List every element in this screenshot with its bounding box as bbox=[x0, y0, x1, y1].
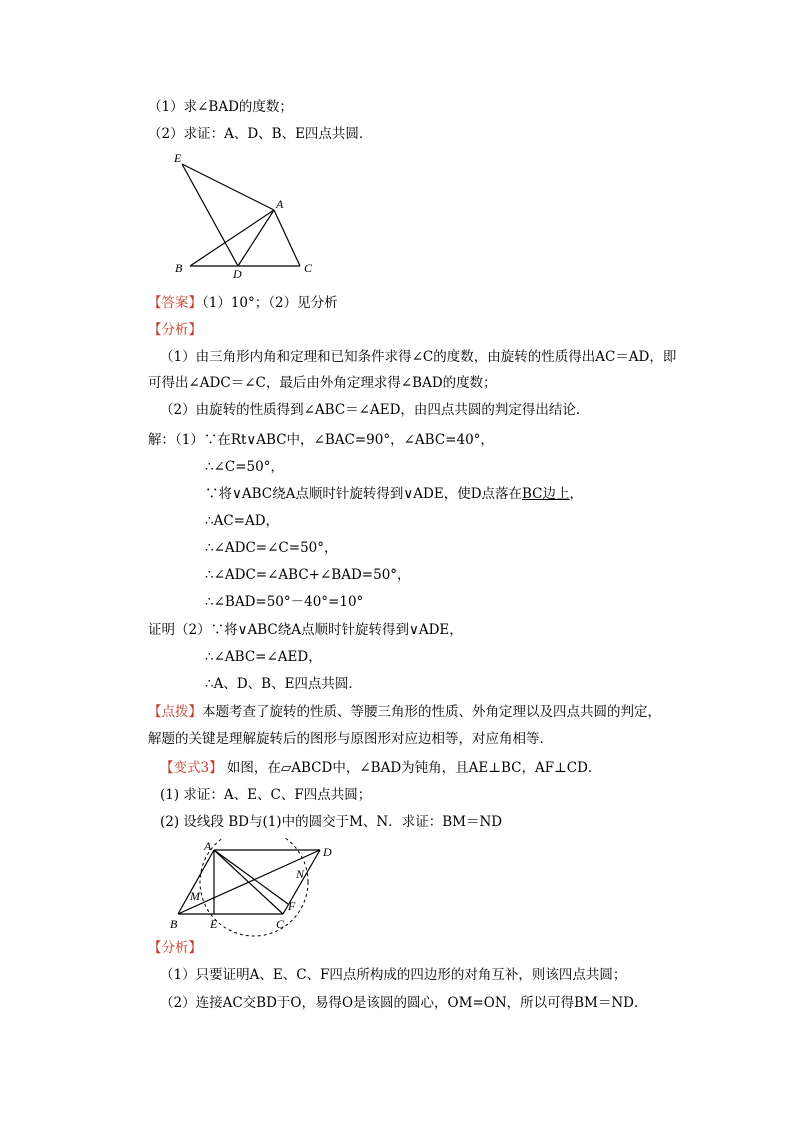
analysis-p2: （2）由旋转的性质得到∠ABC＝∠AED，由四点共圆的判定得出结论． bbox=[160, 402, 590, 418]
label-c: C bbox=[304, 261, 313, 275]
segment-af bbox=[214, 850, 288, 904]
segment-ac bbox=[274, 210, 300, 266]
solution-line-3: ∵将∨ABC绕A点顺时针旋转得到∨ADE，使D点落在BC边上， bbox=[205, 486, 584, 502]
question-2: （2）求证：A、D、B、E四点共圆． bbox=[148, 126, 373, 142]
segment-ab bbox=[178, 850, 214, 914]
variant3-stem: 【变式3】 如图，在▱ABCD中，∠BAD为钝角，且AE⊥BC，AF⊥CD． bbox=[160, 760, 602, 776]
solution-line-1: 解：（1）∵在Rt∨ABC中，∠BAC=90°，∠ABC=40°， bbox=[148, 432, 494, 448]
solution-line-7: ∴∠BAD=50°－40°=10° bbox=[205, 594, 364, 610]
variant3-tag: 【变式3】 bbox=[160, 760, 223, 776]
label-b: B bbox=[170, 917, 178, 931]
question-1: （1）求∠BAD的度数； bbox=[148, 99, 293, 115]
label-m: M bbox=[190, 889, 200, 903]
segment-ab bbox=[190, 210, 274, 266]
triangle-figure-1 bbox=[170, 150, 330, 280]
analysis2-p2: （2）连接AC交BD于O，易得O是该圆的圆心，OM=ON，所以可得BM＝ND． bbox=[160, 995, 648, 1011]
tip-line-1: 【点拨】本题考查了旋转的性质、等腰三角形的性质、外角定理以及四点共圆的判定， bbox=[148, 704, 661, 720]
label-c: C bbox=[276, 917, 285, 931]
analysis-tag: 【分析】 bbox=[148, 322, 202, 338]
proof-line-1: 证明（2）∵将∨ABC绕A点顺时针旋转得到∨ADE， bbox=[148, 622, 463, 638]
label-a: A bbox=[276, 197, 284, 211]
bc-side-underlined: BC边上 bbox=[522, 486, 570, 502]
label-n: N bbox=[296, 867, 305, 881]
label-d: D bbox=[323, 845, 332, 859]
label-b: B bbox=[175, 261, 183, 275]
solution-line-2: ∴∠C=50°， bbox=[205, 459, 284, 475]
solution-line-4: ∴AC=AD， bbox=[205, 513, 280, 529]
answer-tag: 【答案】 bbox=[148, 295, 202, 311]
label-e: E bbox=[174, 151, 182, 165]
label-f: F bbox=[288, 899, 296, 913]
answer-line bbox=[148, 293, 338, 313]
variant3-q1: (1) 求证：A、E、C、F四点共圆； bbox=[160, 787, 372, 803]
label-e: E bbox=[210, 917, 218, 931]
segment-ea bbox=[182, 164, 274, 210]
tip-tag: 【点拨】 bbox=[148, 704, 202, 720]
analysis2-p1: （1）只要证明A、E、C、F四点所构成的四边形的对角互补，则该四点共圆； bbox=[160, 967, 627, 983]
segment-bd bbox=[178, 850, 320, 914]
answer-text: （1）10°；（2）见分析 bbox=[202, 295, 338, 311]
parallelogram-figure bbox=[168, 838, 348, 938]
variant3-q2: (2) 设线段 BD与(1)中的圆交于M、N．求证：BM＝ND bbox=[160, 814, 503, 830]
proof-line-3: ∴A、D、B、E四点共圆． bbox=[205, 676, 362, 692]
solution-line-5: ∴∠ADC=∠C=50°， bbox=[205, 540, 338, 556]
proof-line-2: ∴∠ABC=∠AED， bbox=[205, 649, 322, 665]
analysis-p1a: （1）由三角形内角和定理和已知条件求得∠C的度数，由旋转的性质得出AC＝AD，即 bbox=[160, 349, 677, 365]
analysis2-tag: 【分析】 bbox=[148, 940, 202, 956]
segment-ad bbox=[238, 210, 274, 266]
label-d: D bbox=[233, 267, 242, 280]
analysis-p1b: 可得出∠ADC＝∠C，最后由外角定理求得∠BAD的度数； bbox=[148, 375, 497, 391]
solution-line-6: ∴∠ADC=∠ABC+∠BAD=50°， bbox=[205, 567, 411, 583]
tip-line-2: 解题的关键是理解旋转后的图形与原图形对应边相等，对应角相等． bbox=[148, 731, 553, 747]
segment-ed bbox=[182, 164, 238, 266]
label-a: A bbox=[204, 839, 212, 853]
